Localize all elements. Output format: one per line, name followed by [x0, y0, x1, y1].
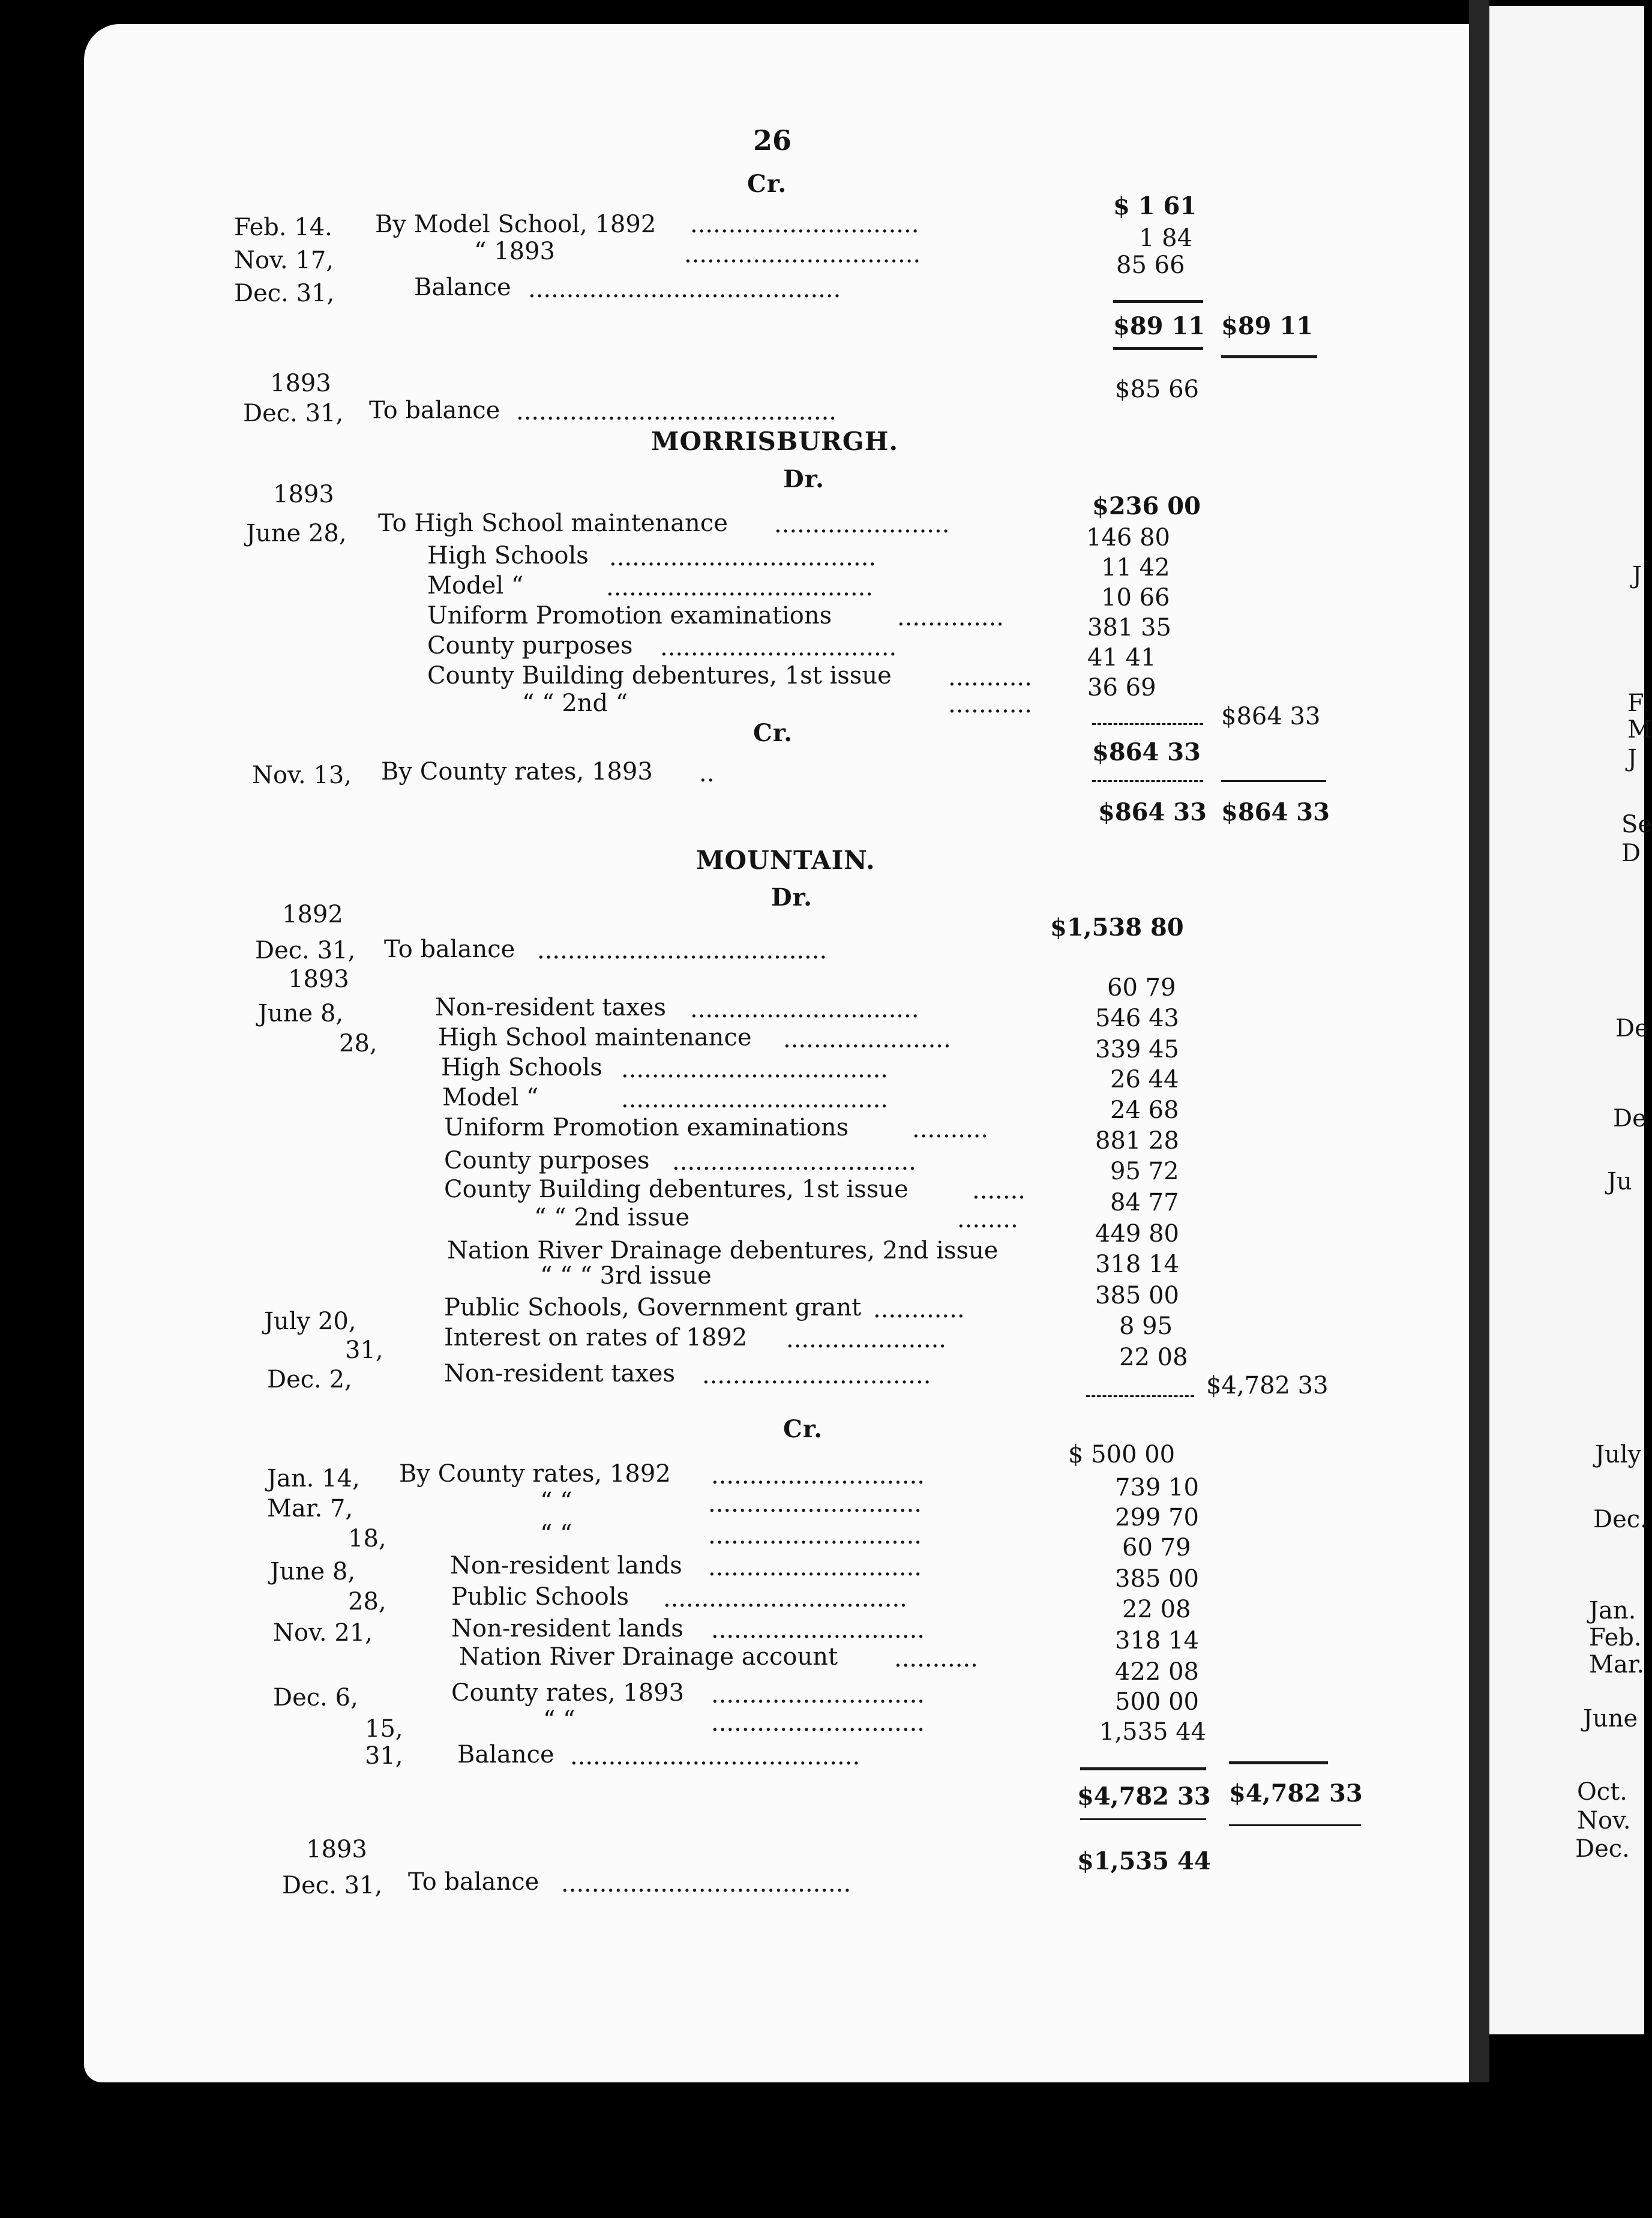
entry-text: “ “ — [540, 1488, 572, 1515]
cr-heading: Cr. — [783, 1415, 823, 1443]
entry-amount: 449 80 — [1095, 1220, 1179, 1248]
total-left: $864 33 — [1098, 798, 1207, 826]
entry-amount: $1,538 80 — [1050, 913, 1184, 942]
entry-text: Public Schools — [451, 1583, 629, 1611]
leader-dots: ....................... — [774, 511, 950, 538]
entry-amount: $85 66 — [1115, 376, 1199, 403]
leader-dots: .......... — [912, 1116, 989, 1143]
leader-dots: ............................... — [660, 634, 897, 661]
entry-date: Dec. 31, — [234, 280, 335, 307]
leader-dots: ............................ — [708, 1522, 922, 1549]
dr-total: $864 33 — [1221, 703, 1321, 730]
entry-text: Non-resident taxes — [444, 1360, 675, 1387]
total-rule — [1221, 355, 1317, 358]
entry-amount: 318 14 — [1115, 1627, 1199, 1654]
leader-dots: ............................ — [711, 1681, 925, 1709]
entry-text: Non-resident lands — [450, 1552, 682, 1579]
entry-date: July 20, — [264, 1308, 356, 1335]
entry-amount: 10 66 — [1101, 584, 1170, 612]
entry-text: Balance — [414, 274, 511, 301]
entry-amount: 739 10 — [1115, 1474, 1199, 1501]
entry-amount: 95 72 — [1110, 1158, 1179, 1185]
leader-dots: .............................. — [690, 996, 919, 1023]
leader-dots: ..................... — [786, 1326, 947, 1353]
entry-text: County purposes — [444, 1147, 650, 1174]
entry-text: By County rates, 1892 — [399, 1460, 671, 1488]
entry-amount: 36 69 — [1087, 674, 1156, 702]
entry-date: June 8, — [270, 1558, 356, 1585]
entry-amount: 11 42 — [1101, 554, 1170, 582]
adjacent-fragment: Nov. — [1577, 1807, 1631, 1835]
entry-text: Nation River Drainage account — [459, 1643, 838, 1671]
dr-total: $4,782 33 — [1206, 1372, 1329, 1399]
entry-amount: 500 00 — [1115, 1688, 1199, 1716]
leader-dots: ............................ — [708, 1554, 922, 1581]
entry-amount: $1,535 44 — [1077, 1847, 1211, 1875]
entry-text: Balance — [457, 1741, 554, 1769]
total-right: $89 11 — [1221, 312, 1314, 340]
total-left: $89 11 — [1113, 312, 1206, 340]
entry-date: 31, — [365, 1742, 403, 1770]
total-rule — [1113, 347, 1203, 350]
leader-dots: ................................... — [621, 1056, 889, 1083]
entry-amount: 84 77 — [1110, 1189, 1179, 1216]
adjacent-fragment: Ju — [1607, 1168, 1632, 1195]
adjacent-fragment: Mar. — [1589, 1651, 1645, 1679]
entry-amount: 318 14 — [1095, 1251, 1179, 1278]
entry-amount: 41 41 — [1087, 644, 1156, 672]
leader-dots: .......................................... — [516, 398, 837, 425]
entry-date: 18, — [348, 1525, 386, 1552]
entry-date: Feb. 14. — [234, 214, 332, 241]
entry-text: “ 1893 — [474, 238, 555, 265]
leader-dots: ................................ — [672, 1148, 916, 1176]
sum-rule — [1229, 1761, 1328, 1764]
entry-amount: $864 33 — [1092, 738, 1201, 766]
adjacent-fragment: Dec. — [1593, 1506, 1648, 1533]
entry-text: Uniform Promotion examinations — [444, 1114, 849, 1141]
leader-dots: ...................................... — [570, 1743, 861, 1770]
leader-dots: ........... — [948, 691, 1032, 718]
entry-text: “ “ — [540, 1520, 572, 1548]
entry-amount: 26 44 — [1110, 1066, 1179, 1093]
entry-amount: 24 68 — [1110, 1096, 1179, 1124]
entry-text: To balance — [369, 397, 500, 424]
leader-dots: ...................................... — [561, 1870, 852, 1898]
entry-text: County Building debentures, 1st issue — [427, 662, 892, 690]
entry-date: Nov. 21, — [273, 1619, 373, 1647]
entry-amount: 881 28 — [1095, 1127, 1179, 1155]
section-title: MOUNTAIN. — [696, 846, 876, 875]
entry-date: 15, — [365, 1715, 403, 1743]
total-rule — [1229, 1824, 1361, 1826]
entry-text: High Schools — [427, 542, 589, 570]
entry-text: “ “ 2nd “ — [522, 690, 628, 717]
entry-text: To balance — [408, 1868, 539, 1896]
adjacent-fragment: Dec. — [1575, 1835, 1630, 1863]
book-spine — [1469, 0, 1489, 2088]
entry-amount: 422 08 — [1115, 1658, 1199, 1686]
entry-amount: 546 43 — [1095, 1005, 1179, 1032]
leader-dots: .............................. — [690, 211, 919, 238]
entry-date: Dec. 2, — [267, 1366, 352, 1393]
scan-border — [84, 2082, 1644, 2218]
page-number: 26 — [753, 124, 792, 157]
cr-heading: Cr. — [747, 170, 787, 198]
leader-dots: ................................ — [663, 1585, 907, 1612]
entry-text: County rates, 1893 — [451, 1679, 685, 1707]
year-label: 1892 — [282, 901, 343, 928]
entry-date: June 8, — [258, 1000, 344, 1027]
total-rule — [1080, 1818, 1206, 1820]
entry-date: 28, — [348, 1588, 386, 1615]
entry-amount: 1 84 — [1139, 224, 1193, 252]
adjacent-fragment: De — [1613, 1105, 1647, 1132]
leader-dots: ............................... — [684, 241, 921, 268]
year-label: 1893 — [306, 1836, 367, 1863]
entry-date: Mar. 7, — [267, 1495, 353, 1522]
entry-amount: $ 500 00 — [1068, 1441, 1176, 1468]
entry-text: “ “ 2nd issue — [534, 1204, 690, 1231]
entry-text: Non-resident lands — [451, 1615, 683, 1642]
entry-text: By Model School, 1892 — [375, 211, 656, 238]
leader-dots: .. — [699, 760, 715, 787]
entry-date: 31, — [345, 1336, 383, 1364]
entry-text: Interest on rates of 1892 — [444, 1324, 748, 1351]
adjacent-fragment: F — [1627, 690, 1644, 717]
sum-rule — [1092, 723, 1203, 725]
leader-dots: ............................ — [711, 1709, 925, 1737]
adjacent-fragment: De — [1615, 1015, 1649, 1042]
year-label: 1893 — [273, 481, 334, 508]
entry-amount: 299 70 — [1115, 1504, 1199, 1531]
entry-date: Dec. 6, — [273, 1684, 358, 1712]
sum-rule — [1086, 1395, 1194, 1397]
entry-amount: 385 00 — [1095, 1282, 1179, 1309]
entry-text: County purposes — [427, 632, 633, 660]
section-title: MORRISBURGH. — [651, 427, 899, 456]
entry-text: “ “ — [543, 1706, 575, 1734]
leader-dots: .............. — [897, 604, 1005, 631]
entry-date: Dec. 31, — [243, 400, 344, 427]
entry-text: Nation River Drainage debentures, 2nd issue — [447, 1237, 999, 1264]
sum-rule — [1080, 1767, 1206, 1770]
entry-text: Uniform Promotion examinations — [427, 602, 832, 630]
adjacent-fragment: J — [1627, 745, 1638, 772]
leader-dots: ................................... — [621, 1086, 889, 1113]
entry-amount: $236 00 — [1092, 492, 1201, 520]
adjacent-fragment: July — [1595, 1441, 1642, 1468]
adjacent-fragment: D — [1621, 840, 1641, 867]
entry-amount: 385 00 — [1115, 1565, 1199, 1593]
entry-date: June 28, — [246, 520, 347, 547]
sum-rule — [1092, 780, 1203, 782]
dr-heading: Dr. — [771, 883, 813, 912]
leader-dots: ............ — [873, 1296, 965, 1323]
adjacent-fragment: Se — [1621, 811, 1652, 838]
leader-dots: ...................................... — [537, 937, 828, 964]
entry-date: Jan. 14, — [267, 1465, 360, 1492]
entry-amount: 1,535 44 — [1099, 1718, 1207, 1746]
adjacent-fragment: Oct. — [1577, 1778, 1627, 1806]
leader-dots: ........... — [894, 1645, 978, 1673]
entry-amount: 60 79 — [1122, 1534, 1191, 1561]
entry-date: 28, — [339, 1030, 377, 1057]
entry-amount: 22 08 — [1122, 1596, 1191, 1623]
entry-amount: $ 1 61 — [1113, 192, 1197, 220]
leader-dots: ............................ — [711, 1462, 925, 1489]
entry-text: High School maintenance — [438, 1024, 752, 1051]
entry-date: Nov. 13, — [252, 762, 352, 789]
leader-dots: ....... — [972, 1177, 1026, 1204]
entry-amount: 146 80 — [1086, 524, 1170, 551]
leader-dots: ................................... — [609, 544, 877, 571]
leader-dots: ................................... — [606, 574, 874, 601]
leader-dots: ........ — [957, 1206, 1018, 1233]
leader-dots: ......................................... — [528, 275, 841, 303]
entry-amount: 339 45 — [1095, 1036, 1179, 1063]
total-left: $4,782 33 — [1077, 1782, 1211, 1811]
year-label: 1893 — [270, 370, 331, 397]
leader-dots: .............................. — [702, 1362, 931, 1389]
sum-rule — [1113, 300, 1203, 303]
entry-text: By County rates, 1893 — [381, 758, 653, 786]
dr-heading: Dr. — [783, 465, 825, 493]
entry-text: Public Schools, Government grant — [444, 1294, 862, 1321]
entry-text: Model “ — [442, 1084, 539, 1111]
entry-amount: 85 66 — [1116, 251, 1185, 279]
entry-amount: 8 95 — [1119, 1312, 1173, 1340]
entry-amount: 22 08 — [1119, 1344, 1188, 1371]
entry-amount: 381 35 — [1087, 614, 1171, 642]
entry-text: High Schools — [441, 1054, 602, 1081]
leader-dots: ........... — [948, 664, 1032, 691]
entry-text: To balance — [384, 936, 515, 963]
entry-date: Nov. 17, — [234, 247, 334, 274]
entry-text: Model “ — [427, 572, 524, 600]
total-right: $864 33 — [1221, 798, 1330, 826]
entry-text: To High School maintenance — [378, 509, 728, 537]
entry-text: “ “ “ 3rd issue — [540, 1262, 712, 1290]
total-right: $4,782 33 — [1229, 1779, 1363, 1808]
entry-text: County Building debentures, 1st issue — [444, 1176, 909, 1203]
sum-rule — [1221, 780, 1326, 782]
leader-dots: ...................... — [783, 1026, 951, 1053]
year-label: 1893 — [288, 966, 349, 993]
adjacent-fragment: Feb. — [1589, 1624, 1642, 1651]
adjacent-fragment: M — [1627, 716, 1652, 744]
entry-date: Dec. 31, — [282, 1872, 383, 1899]
adjacent-fragment: Jan. — [1589, 1597, 1636, 1624]
cr-heading: Cr. — [753, 719, 793, 747]
entry-date: Dec. 31, — [255, 937, 356, 964]
leader-dots: ............................ — [711, 1616, 925, 1644]
leader-dots: ............................ — [708, 1490, 922, 1518]
entry-text: Non-resident taxes — [435, 994, 666, 1021]
adjacent-fragment: J — [1632, 562, 1642, 589]
adjacent-fragment: June — [1583, 1705, 1638, 1733]
entry-amount: 60 79 — [1107, 974, 1176, 1002]
